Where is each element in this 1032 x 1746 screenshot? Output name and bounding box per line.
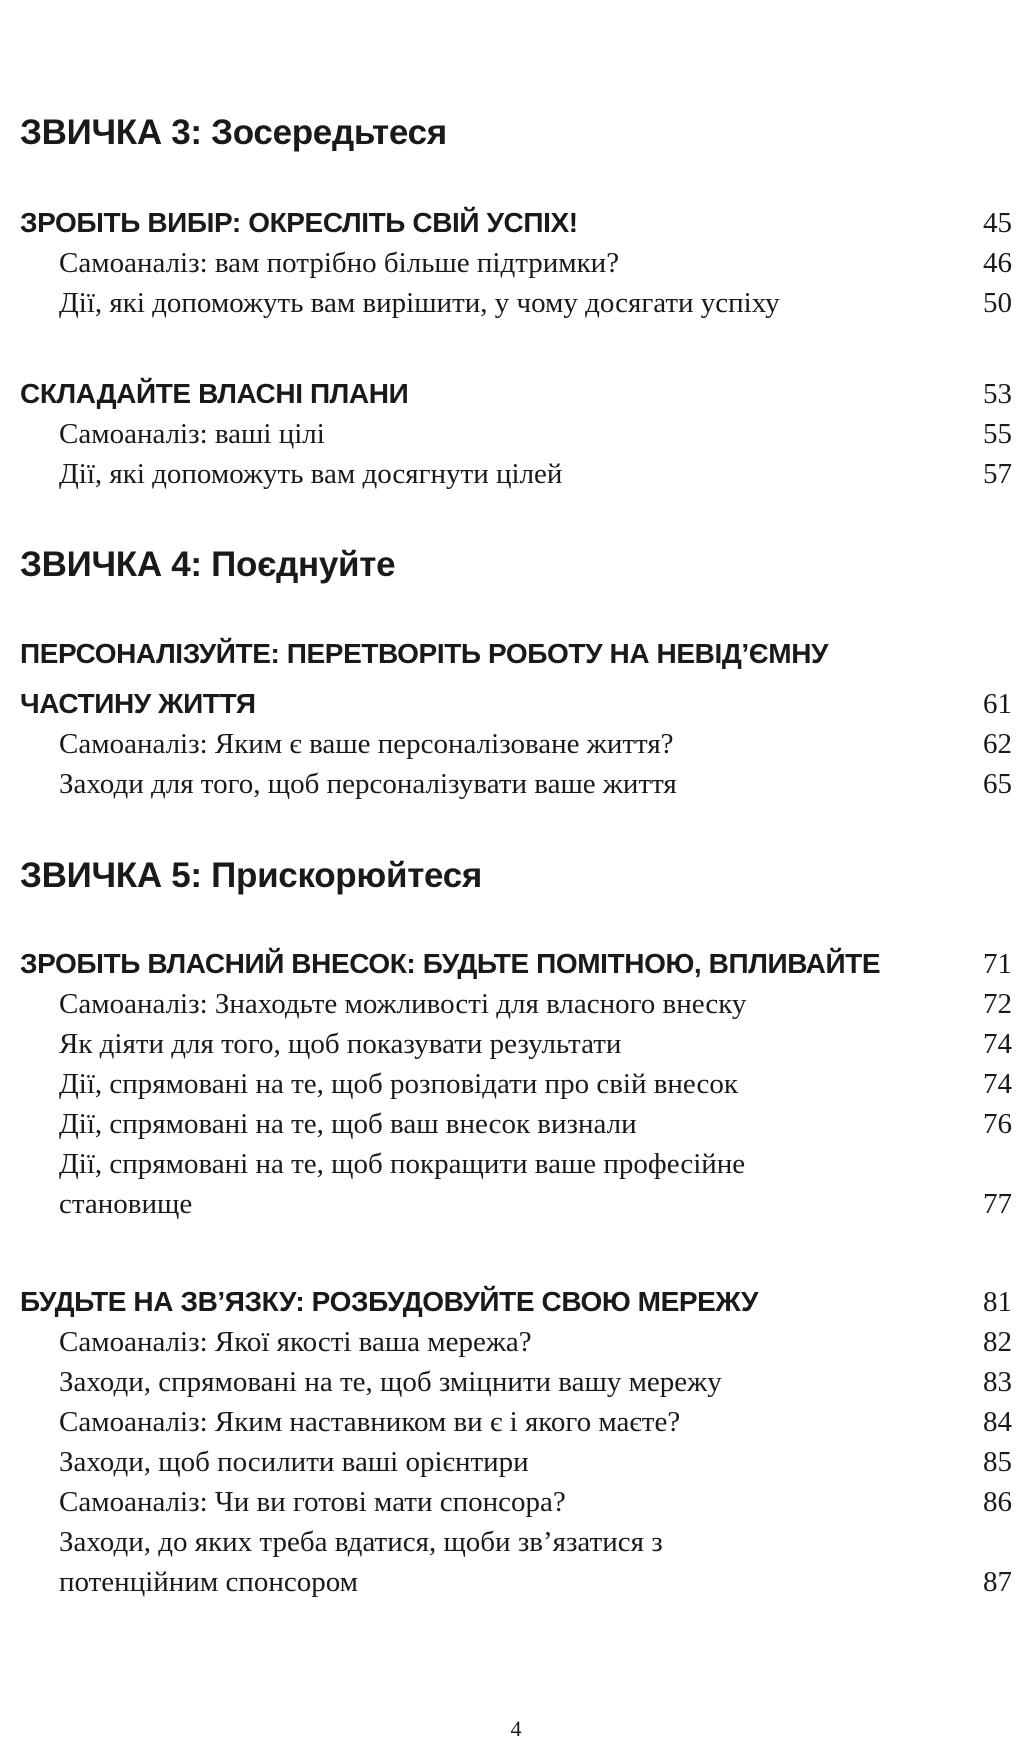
page-number: 86 (983, 1486, 1012, 1518)
entry-text: Самоаналіз: Яким є ваше персоналізоване життя? (59, 728, 674, 760)
page-number: 82 (983, 1326, 1012, 1358)
toc-entry-row (20, 456, 1012, 494)
section-title-line1: ПЕРСОНАЛІЗУЙТЕ: ПЕРЕТВОРІТЬ РОБОТУ НА НЕВІД’ЄМНУ (20, 638, 829, 669)
toc-entry-row (20, 1146, 1012, 1184)
entry-text: Дії, які допоможуть вам вирішити, у чому досягати успіху (59, 287, 780, 319)
entry-text: Самоаналіз: ваші цілі (59, 418, 325, 450)
entry-text-line2: потенційним спонсором (59, 1566, 359, 1598)
page-number: 81 (983, 1286, 1012, 1318)
entry-text: Самоаналіз: Якої якості ваша мережа? (59, 1326, 532, 1358)
toc-entry-row (20, 1324, 1012, 1362)
toc-entry-row (20, 1484, 1012, 1522)
page-number: 61 (983, 688, 1012, 720)
toc-section-row (20, 205, 1012, 243)
toc-entry-row (20, 726, 1012, 764)
entry-text-line1: Заходи, до яких треба вдатися, щоби зв’язатися з (59, 1526, 663, 1558)
toc-section-row (20, 1284, 1012, 1322)
entry-text: Самоаналіз: вам потрібно більше підтримки? (59, 247, 620, 279)
page-number: 74 (983, 1068, 1012, 1100)
page-number: 72 (983, 988, 1012, 1020)
page-number: 57 (983, 458, 1012, 490)
section-title: ЗРОБІТЬ ВЛАСНИЙ ВНЕСОК: БУДЬТЕ ПОМІТНОЮ, ВПЛИВАЙТЕ (20, 948, 881, 979)
toc-entry-row (20, 766, 1012, 804)
toc-section-row (20, 636, 1012, 674)
toc-entry-row (20, 1404, 1012, 1442)
entry-text: Самоаналіз: Знаходьте можливості для власного внеску (59, 988, 747, 1020)
entry-text: Дії, які допоможуть вам досягнути цілей (59, 458, 563, 490)
habit-heading: ЗВИЧКА 5: Прискорюйтеся (20, 856, 483, 895)
entry-text: Дії, спрямовані на те, щоб розповідати про свій внесок (59, 1068, 738, 1100)
page-number: 53 (983, 378, 1012, 410)
toc-entry-row (20, 1524, 1012, 1562)
toc-entry-row (20, 1026, 1012, 1064)
page-number: 77 (983, 1188, 1012, 1220)
toc-entry-row (20, 1066, 1012, 1104)
entry-text: Заходи, спрямовані на те, щоб зміцнити вашу мережу (59, 1366, 722, 1398)
toc-entry-row (20, 986, 1012, 1024)
entry-text-line1: Дії, спрямовані на те, щоб покращити ваше професійне (59, 1148, 746, 1180)
page-number: 45 (983, 207, 1012, 239)
page-number: 83 (983, 1366, 1012, 1398)
toc-entry-row (20, 1564, 1012, 1602)
toc-entry-row (20, 1364, 1012, 1402)
entry-text: Як діяти для того, щоб показувати результати (59, 1028, 622, 1060)
page-number: 55 (983, 418, 1012, 450)
toc-section-row (20, 946, 1012, 984)
page-number: 74 (983, 1028, 1012, 1060)
entry-text: Заходи для того, щоб персоналізувати ваше життя (59, 768, 677, 800)
habit-heading: ЗВИЧКА 4: Поєднуйте (20, 545, 396, 584)
section-title: ЗРОБІТЬ ВИБІР: ОКРЕСЛІТЬ СВІЙ УСПІХ! (20, 207, 578, 238)
section-title-line2: ЧАСТИНУ ЖИТТЯ (20, 688, 256, 719)
page-number: 46 (983, 247, 1012, 279)
page-number: 50 (983, 287, 1012, 319)
entry-text: Самоаналіз: Яким наставником ви є і якого маєте? (59, 1406, 681, 1438)
section-title: СКЛАДАЙТЕ ВЛАСНІ ПЛАНИ (20, 378, 409, 409)
toc-entry-row (20, 245, 1012, 283)
entry-text: Дії, спрямовані на те, щоб ваш внесок визнали (59, 1108, 637, 1140)
entry-text: Самоаналіз: Чи ви готові мати спонсора? (59, 1486, 566, 1518)
toc-entry-row (20, 1106, 1012, 1144)
entry-text: Заходи, щоб посилити ваші орієнтири (59, 1446, 529, 1478)
toc-entry-row (20, 1186, 1012, 1224)
habit-heading: ЗВИЧКА 3: Зосередьтеся (20, 113, 447, 152)
toc-entry-row (20, 416, 1012, 454)
page-number: 84 (983, 1406, 1012, 1438)
toc-entry-row (20, 285, 1012, 323)
section-title: БУДЬТЕ НА ЗВ’ЯЗКУ: РОЗБУДОВУЙТЕ СВОЮ МЕРЕЖУ (20, 1286, 759, 1317)
toc-section-row (20, 686, 1012, 724)
entry-text-line2: становище (59, 1188, 193, 1220)
page-number: 65 (983, 768, 1012, 800)
page-folio: 4 (510, 1716, 522, 1741)
page-number: 87 (983, 1566, 1012, 1598)
toc-section-row (20, 376, 1012, 414)
page-number: 85 (983, 1446, 1012, 1478)
page-number: 76 (983, 1108, 1012, 1140)
page-number: 71 (983, 948, 1012, 980)
page-number: 62 (983, 728, 1012, 760)
toc-entry-row (20, 1444, 1012, 1482)
